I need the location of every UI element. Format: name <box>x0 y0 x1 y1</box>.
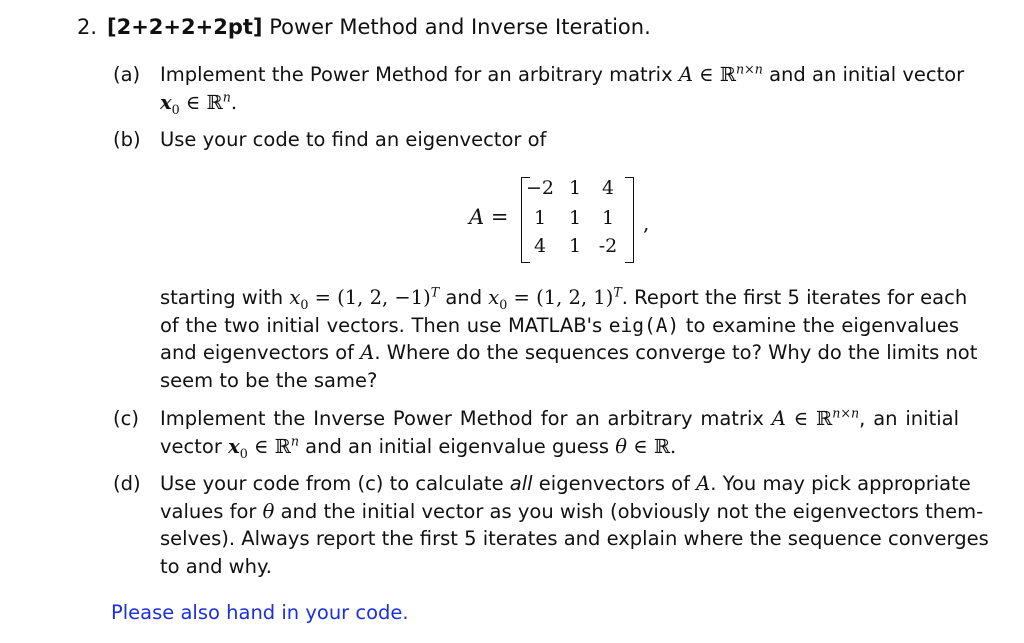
matrix-cell: 1 <box>568 207 582 229</box>
problem-heading <box>77 12 651 42</box>
hand-in-note: Please also hand in your code. <box>111 601 409 624</box>
matrix-cell: 1 <box>533 207 547 229</box>
matrix-cell: 4 <box>533 235 547 257</box>
problem-number: 2. <box>77 15 98 39</box>
matrix-cell: 1 <box>601 207 615 229</box>
part-b-text <box>160 284 978 394</box>
matrix-cell: 1 <box>568 177 582 199</box>
right-bracket <box>625 177 634 263</box>
part-b-line-1: starting with $x_0 = (1$, 2, −1)$^T$ and $x_0 = (1$, 2, 1)$^T$. Report the first 5 iterates for each <box>160 284 968 312</box>
part-c-line-2: vector $x_0$ ∈ ℝ$^n$ and an initial eigenvalue guess θ ∈ ℝ. <box>160 433 677 461</box>
part-b-label: (b) <box>113 128 141 151</box>
matrix-cell: 4 <box>601 177 615 199</box>
part-b-line-2: of the two initial vectors. Then use MATLAB's eig(A) to examine the eigenvalues <box>160 313 959 337</box>
part-a-line-1: Implement the Power Method for an arbitrary matrix A ∈ ℝ$^{n\times n}$ and an initial vector <box>160 61 965 86</box>
part-a-label: (a) <box>113 63 141 86</box>
part-a-line-2: $x_0$ ∈ ℝ$^n$. <box>160 89 238 117</box>
part-c-text <box>160 405 959 460</box>
part-c-label: (c) <box>113 407 139 430</box>
problem-points: [2+2+2+2pt] <box>107 15 263 39</box>
part-d-line-3: selves). Always report the first 5 iterates and explain where the sequence converges <box>160 527 989 550</box>
matrix-cell: 1 <box>568 235 582 257</box>
part-d-line-4: to and why. <box>160 554 272 578</box>
matrix-cell: −2 <box>525 177 554 199</box>
part-d-text <box>160 470 989 580</box>
matrix-A <box>463 175 683 263</box>
part-d-line-2: values for θ and the initial vector as you wish (obviously not the eigenvectors them- <box>160 499 984 523</box>
part-d-line-1: Use your code from (c) to calculate all eigenvectors of A. You may pick appropriate <box>160 472 971 495</box>
problem-title: Power Method and Inverse Iteration. <box>269 15 651 39</box>
matrix-lhs: A = <box>469 205 509 229</box>
matlab-code: eig(A) <box>608 313 680 337</box>
part-c-line-1: Implement the Inverse Power Method for an arbitrary matrix A ∈ ℝ$^{n\times n}$, an initial <box>160 405 960 430</box>
part-b-line-4: seem to be the same? <box>160 368 378 392</box>
matrix-comma: , <box>643 211 650 235</box>
matrix-cell: -2 <box>598 235 618 257</box>
part-b-intro: Use your code to find an eigenvector of <box>160 128 547 151</box>
part-d-label: (d) <box>113 472 141 495</box>
part-b-line-3: and eigenvectors of A. Where do the sequences converge to? Why do the limits not <box>160 341 978 364</box>
part-a-text <box>160 61 965 117</box>
